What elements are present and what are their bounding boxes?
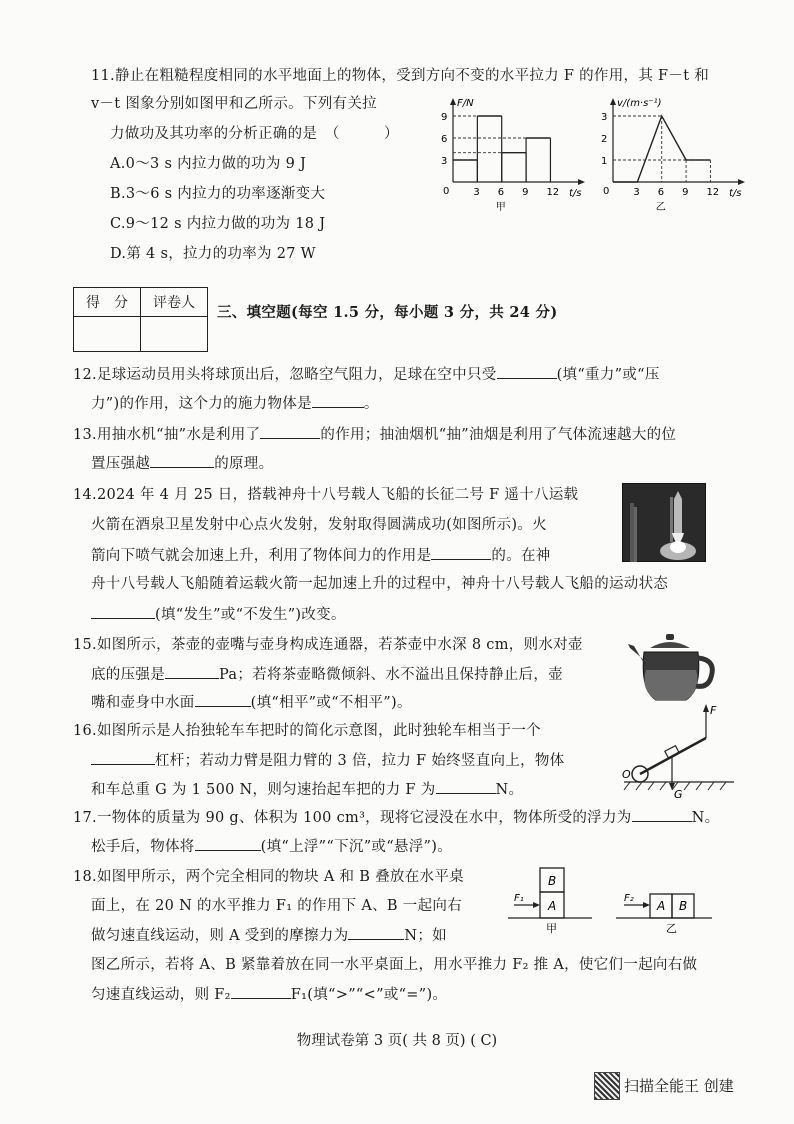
section-title: 三、填空题(每空 1.5 分，每小题 3 分，共 24 分) (217, 304, 558, 321)
q18-text-a: 做匀速直线运动，则 A 受到的摩擦力为 (91, 928, 349, 944)
teapot-figure (626, 630, 722, 706)
q17-text-b: N。 (691, 810, 720, 826)
chart1-ylabel: v/(m·s⁻¹) (617, 98, 662, 109)
q15-text-d: (填“相平”或“不相平”)。 (250, 695, 412, 711)
chart1-xlabel: t/s (729, 188, 742, 199)
q12-blank1[interactable] (497, 364, 557, 379)
label-G: G (674, 788, 683, 800)
chart1-origin: 0 (603, 186, 610, 197)
q14-text-a: 箭向下喷气就会加速上升，利用了物体间力的作用是 (91, 548, 432, 564)
chart0-y-arrow (450, 98, 456, 105)
q17-blank1[interactable] (632, 807, 692, 822)
q14-line1: 14.2024 年 4 月 25 日，搭载神舟十八号载人飞船的长征二号 F 遥十八运载 (73, 487, 579, 503)
q13-text-b: 的作用；抽油烟机“抽”油烟是利用了气体流速越大的位 (320, 427, 677, 443)
label-O: O (622, 768, 631, 781)
q11-option-b: B.3～6 s 内拉力的功率逐渐变大 (110, 186, 326, 202)
q11-line2: v－t 图象分别如图甲和乙所示。下列有关拉 (91, 96, 377, 112)
q15-text-a: 底的压强是 (91, 667, 165, 683)
q15-text-c: 嘴和壶身中水面 (91, 695, 195, 711)
q14-line5 (91, 604, 346, 625)
chart1-xtick-1: 6 (657, 187, 665, 198)
chart1-xtick-3: 12 (706, 187, 720, 198)
q16-line1: 16.如图所示是人抬独轮车车把时的简化示意图，此时独轮车相当于一个 (73, 723, 541, 739)
q13-line1 (73, 424, 676, 445)
q13-text-d: 的原理。 (214, 456, 274, 472)
fig-jia-B: B (548, 874, 557, 888)
chart0-ytick-0: 3 (441, 156, 448, 167)
chart-yi (585, 92, 775, 217)
chart1-x-arrow (738, 179, 745, 185)
chart1-ytick-0: 1 (601, 156, 608, 167)
q15-line2 (91, 664, 563, 685)
fig-F2: F₂ (624, 893, 634, 904)
scanner-watermark: 扫描全能王 创建 (624, 1077, 734, 1095)
q16-blank1[interactable] (91, 750, 155, 765)
q12-line1 (73, 364, 660, 385)
q18-line3 (91, 925, 447, 946)
q18-blank2[interactable] (231, 984, 291, 999)
q18-text-b: N；如 (404, 928, 447, 944)
q16-text-c: N。 (495, 782, 524, 798)
chart0-xtick-1: 6 (497, 187, 505, 198)
q18-line1: 18.如图甲所示，两个完全相同的物块 A 和 B 叠放在水平桌 (73, 869, 464, 885)
score-header: 得 分 (74, 288, 141, 317)
chart0-x-arrow (578, 179, 585, 185)
q14-text-b: 的。在神 (491, 548, 551, 564)
fig-caption-jia: 甲 (546, 922, 557, 935)
q17-blank2[interactable] (195, 836, 261, 851)
q18-text-c: 匀速直线运动，则 F₂ (91, 987, 231, 1003)
chart0-caption: 甲 (495, 202, 506, 213)
q18-line2: 面上，在 20 N 的水平推力 F₁ 的作用下 A、B 一起向右 (91, 898, 463, 914)
q14-line3 (91, 545, 551, 566)
q12-text-b: (填“重力”或“压 (556, 367, 660, 383)
fig-yi-B: B (679, 899, 688, 913)
q13-line2 (91, 453, 273, 474)
chart0-ytick-1: 6 (441, 134, 448, 145)
chart1-ytick-1: 2 (601, 134, 608, 145)
q18-text-d: F₁(填“>”“<”或“=”)。 (290, 987, 448, 1003)
q15-blank1[interactable] (165, 664, 219, 679)
q15-text-b: Pa；若将茶壶略微倾斜、水不溢出且保持静止后，壶 (219, 667, 563, 683)
q11-option-c: C.9～12 s 内拉力做的功为 18 J (110, 216, 326, 232)
chart1-caption: 乙 (655, 202, 666, 213)
fig-jia-A: A (548, 899, 557, 913)
q13-text-a: 13.用抽水机“抽”水是利用了 (73, 427, 261, 443)
q12-text-d: 。 (363, 396, 379, 412)
q12-text-c: 力”)的作用，这个力的施力物体是 (91, 396, 312, 412)
q11-line3: 力做功及其功率的分析正确的是 （ ） (110, 126, 399, 142)
q13-text-c: 置压强越 (91, 456, 151, 472)
q18-line4: 图乙所示，若将 A、B 紧靠着放在同一水平桌面上，用水平推力 F₂ 推 A，使它们一起向右做 (91, 957, 698, 973)
q17-text-a: 17.一物体的质量为 90 g、体积为 100 cm³，现将它浸没在水中，物体所受的浮力为 (73, 810, 632, 826)
q12-line2 (91, 393, 379, 414)
chart1-ytick-2: 3 (601, 112, 608, 123)
chart0-ytick-2: 9 (441, 112, 448, 123)
q12-blank2[interactable] (312, 393, 364, 408)
q17-line2 (91, 836, 452, 857)
chart1-y-arrow (610, 98, 616, 105)
wheelbarrow-figure (618, 700, 738, 800)
chart0-xlabel: t/s (569, 188, 582, 199)
q16-line2 (91, 750, 565, 771)
q14-line2: 火箭在酒泉卫星发射中心点火发射，发射取得圆满成功(如图所示)。火 (91, 517, 547, 533)
blocks-figure (500, 862, 720, 936)
q13-blank1[interactable] (260, 424, 320, 439)
q14-blank1[interactable] (431, 545, 491, 560)
chart0-xtick-0: 3 (473, 187, 480, 198)
qr-icon (594, 1072, 620, 1100)
grader-header: 评卷人 (141, 288, 208, 317)
grader-cell[interactable] (141, 317, 208, 352)
q14-line4: 舟十八号载人飞船随着运载火箭一起加速上升的过程中，神舟十八号载人飞船的运动状态 (91, 576, 669, 592)
chart1-xtick-2: 9 (682, 187, 689, 198)
chart0-origin: 0 (443, 186, 450, 197)
fig-F1: F₁ (514, 893, 524, 904)
q16-blank2[interactable] (436, 779, 496, 794)
page-footer: 物理试卷第 3 页( 共 8 页) ( C) (296, 1033, 498, 1049)
q14-blank2[interactable] (91, 604, 155, 619)
q18-line5 (91, 984, 447, 1005)
chart0-xtick-2: 9 (522, 187, 529, 198)
score-table (73, 287, 208, 352)
q17-text-d: (填“上浮”“下沉”或“悬浮”)。 (260, 839, 452, 855)
q14-text-c: (填“发生”或“不发生”)改变。 (155, 607, 346, 623)
q15-line1: 15.如图所示，茶壶的壶嘴与壶身构成连通器，若茶壶中水深 8 cm，则水对壶 (73, 637, 583, 653)
q17-line1 (73, 807, 719, 828)
q16-text-b: 和车总重 G 为 1 500 N，则匀速抬起车把的力 F 为 (91, 782, 436, 798)
q16-text-a: 杠杆；若动力臂是阻力臂的 3 倍，拉力 F 始终竖直向上，物体 (155, 753, 565, 769)
label-F: F (710, 704, 717, 717)
rocket-launch-photo (622, 483, 706, 562)
fig-caption-yi: 乙 (666, 922, 677, 935)
q15-line3 (91, 692, 412, 713)
q11-option-a: A.0～3 s 内拉力做的功为 9 J (110, 156, 307, 172)
q11-line1: 11.静止在粗糙程度相同的水平地面上的物体，受到方向不变的水平拉力 F 的作用，其 F－t 和 (91, 68, 710, 84)
fig-yi-A: A (657, 899, 666, 913)
q12-text-a: 12.足球运动员用头将球顶出后，忽略空气阻力，足球在空中只受 (73, 367, 497, 383)
q16-line3 (91, 779, 523, 800)
chart-jia (425, 92, 595, 217)
score-cell[interactable] (74, 317, 141, 352)
chart1-xtick-0: 3 (633, 187, 640, 198)
q13-blank2[interactable] (150, 453, 214, 468)
q17-text-c: 松手后，物体将 (91, 839, 195, 855)
chart0-xtick-3: 12 (546, 187, 560, 198)
q11-option-d: D.第 4 s，拉力的功率为 27 W (110, 246, 316, 262)
q15-blank2[interactable] (195, 692, 251, 707)
q18-blank1[interactable] (348, 925, 404, 940)
chart0-ylabel: F/N (457, 98, 474, 109)
